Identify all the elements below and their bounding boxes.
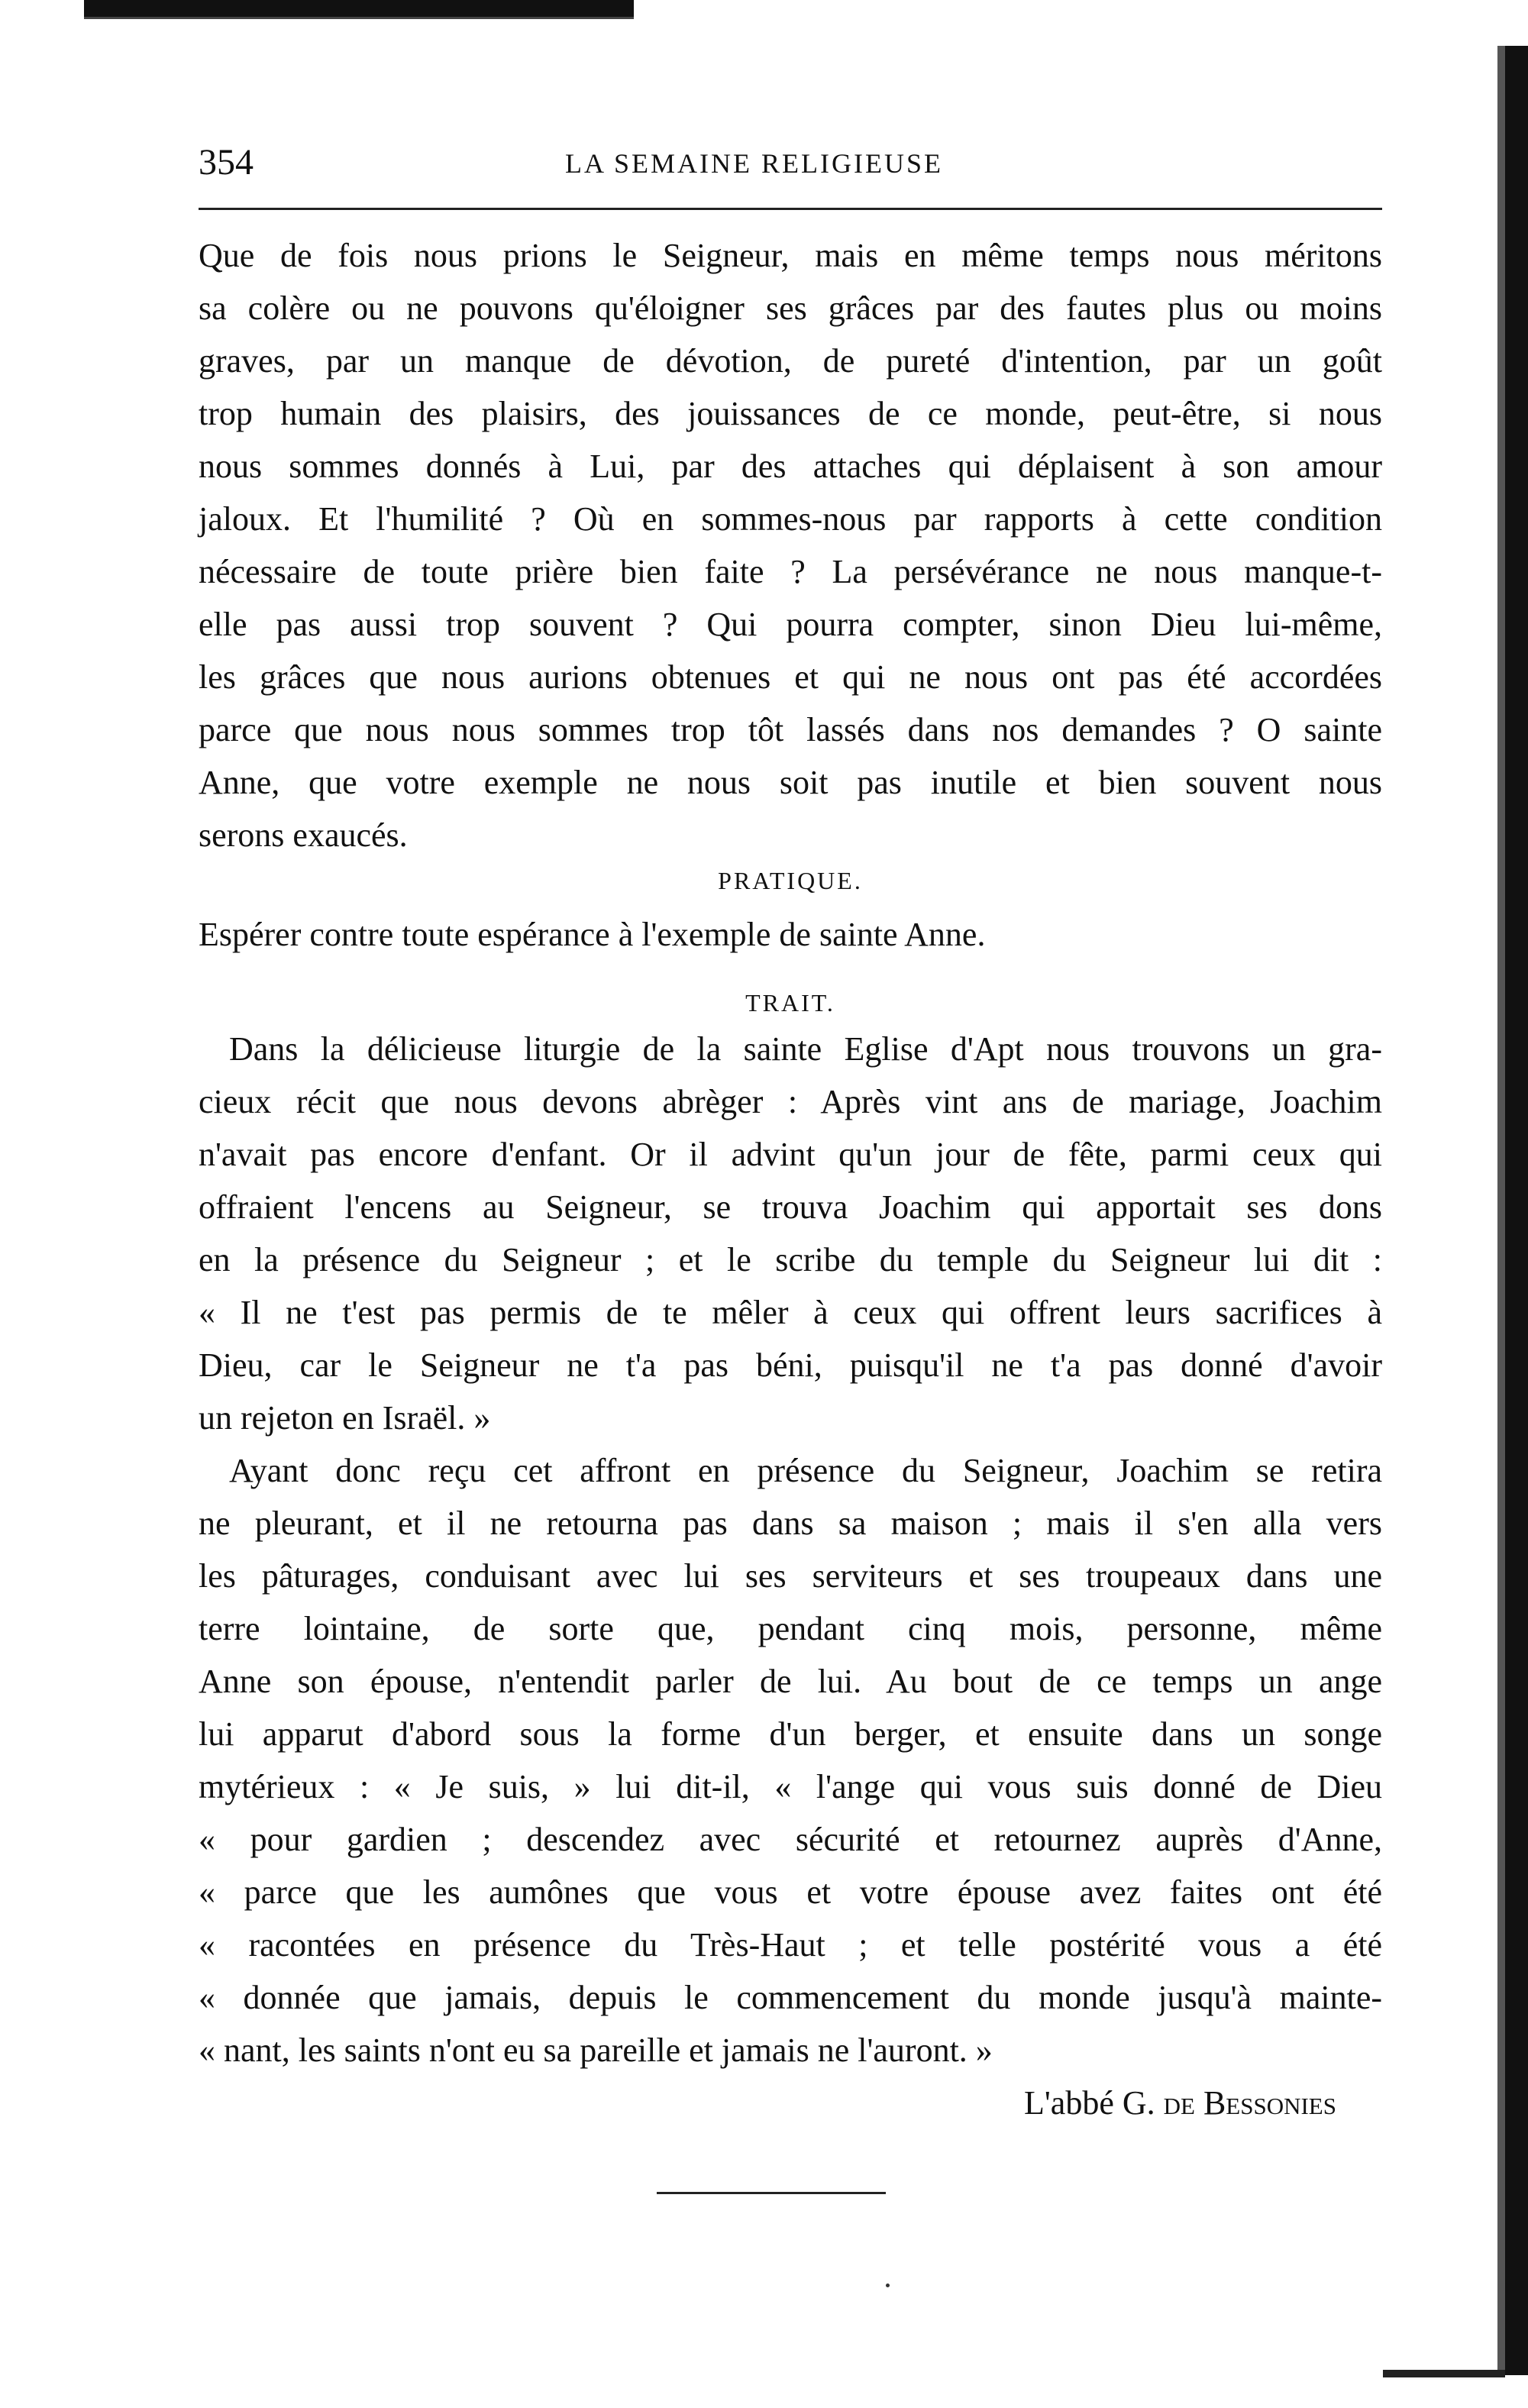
text-line: « parce que les aumônes que vous et votre épouse avez faites ont été [199,1873,1382,1911]
text-line: graves, par un manque de dévotion, de pureté d'intention, par un goût [199,342,1382,380]
page-header [199,141,1382,187]
signature [199,2077,1382,2129]
text-line: les pâturages, conduisant avec lui ses serviteurs et ses troupeaux dans une [199,1557,1382,1595]
text-line: elle pas aussi trop souvent ? Qui pourra compter, sinon Dieu lui-même, [199,606,1382,643]
text-line: « racontées en présence du Très-Haut ; et telle postérité vous a été [199,1926,1382,1964]
page-number: 354 [199,142,254,183]
text-line: un rejeton en Israël. » [199,1399,491,1437]
text-line: les grâces que nous aurions obtenues et qui ne nous ont pas été accordées [199,658,1382,696]
running-title: LA SEMAINE RELIGIEUSE [565,148,943,179]
text-line: lui apparut d'abord sous la forme d'un berger, et ensuite dans un songe [199,1715,1382,1753]
section-heading-pratique: PRATIQUE. [718,867,863,894]
scan-top-bar [84,0,634,17]
section-heading-trait: TRAIT. [745,989,835,1017]
text-line: ne pleurant, et il ne retourna pas dans sa maison ; mais il s'en alla vers [199,1505,1382,1542]
scan-speck [886,2284,890,2287]
text-line: « pour gardien ; descendez avec sécurité et retournez auprès d'Anne, [199,1821,1382,1858]
end-rule [657,2192,886,2194]
text-line: offraient l'encens au Seigneur, se trouva Joachim qui apportait ses dons [199,1188,1382,1226]
body-text [199,229,1382,2129]
header-rule [199,208,1382,210]
text-line: cieux récit que nous devons abrèger : Après vint ans de mariage, Joachim [199,1083,1382,1120]
text-line: mytérieux : « Je suis, » lui dit-il, « l'ange qui vous suis donné de Dieu [199,1768,1382,1805]
text-line: terre lointaine, de sorte que, pendant cinq mois, personne, même [199,1610,1382,1647]
text-line: serons exaucés. [199,816,408,854]
text-line: nécessaire de toute prière bien faite ? La persévérance ne nous manque-t- [199,553,1382,590]
scan-bottom-curl [1383,2370,1505,2377]
scan-top-bar-thin [84,17,634,19]
text-line: « nant, les saints n'ont eu sa pareille et jamais ne l'auront. » [199,2031,993,2069]
text-line: nous sommes donnés à Lui, par des attaches qui déplaisent à son amour [199,448,1382,485]
text-line: en la présence du Seigneur ; et le scribe du temple du Seigneur lui dit : [199,1241,1382,1278]
text-line: Ayant donc reçu cet affront en présence du Seigneur, Joachim se retira [229,1452,1382,1489]
text-line: Anne, que votre exemple ne nous soit pas inutile et bien souvent nous [199,764,1382,801]
text-line: Que de fois nous prions le Seigneur, mais en même temps nous méritons [199,237,1382,274]
pratique-text: Espérer contre toute espérance à l'exemple de sainte Anne. [199,916,986,953]
signature-name: de Bessonies [1163,2084,1336,2122]
text-line: Dieu, car le Seigneur ne t'a pas béni, puisqu'il ne t'a pas donné d'avoir [199,1346,1382,1384]
text-line: « donnée que jamais, depuis le commencement du monde jusqu'à mainte- [199,1979,1382,2016]
text-line: « Il ne t'est pas permis de te mêler à ceux qui offrent leurs sacrifices à [199,1294,1382,1331]
scan-right-edge [1505,46,1528,2375]
text-line: Anne son épouse, n'entendit parler de lui. Au bout de ce temps un ange [199,1663,1382,1700]
text-line: sa colère ou ne pouvons qu'éloigner ses grâces par des fautes plus ou moins [199,289,1382,327]
text-line: n'avait pas encore d'enfant. Or il advint qu'un jour de fête, parmi ceux qui [199,1136,1382,1173]
scan-edge-shade [1497,46,1505,2375]
text-line: Dans la délicieuse liturgie de la sainte Eglise d'Apt nous trouvons un gra- [229,1030,1382,1068]
text-line: parce que nous nous sommes trop tôt lassés dans nos demandes ? O sainte [199,711,1382,748]
text-line: trop humain des plaisirs, des jouissances de ce monde, peut-être, si nous [199,395,1382,432]
text-line: jaloux. Et l'humilité ? Où en sommes-nous par rapports à cette condition [199,500,1382,538]
signature-prefix: L'abbé G. [1023,2084,1155,2122]
